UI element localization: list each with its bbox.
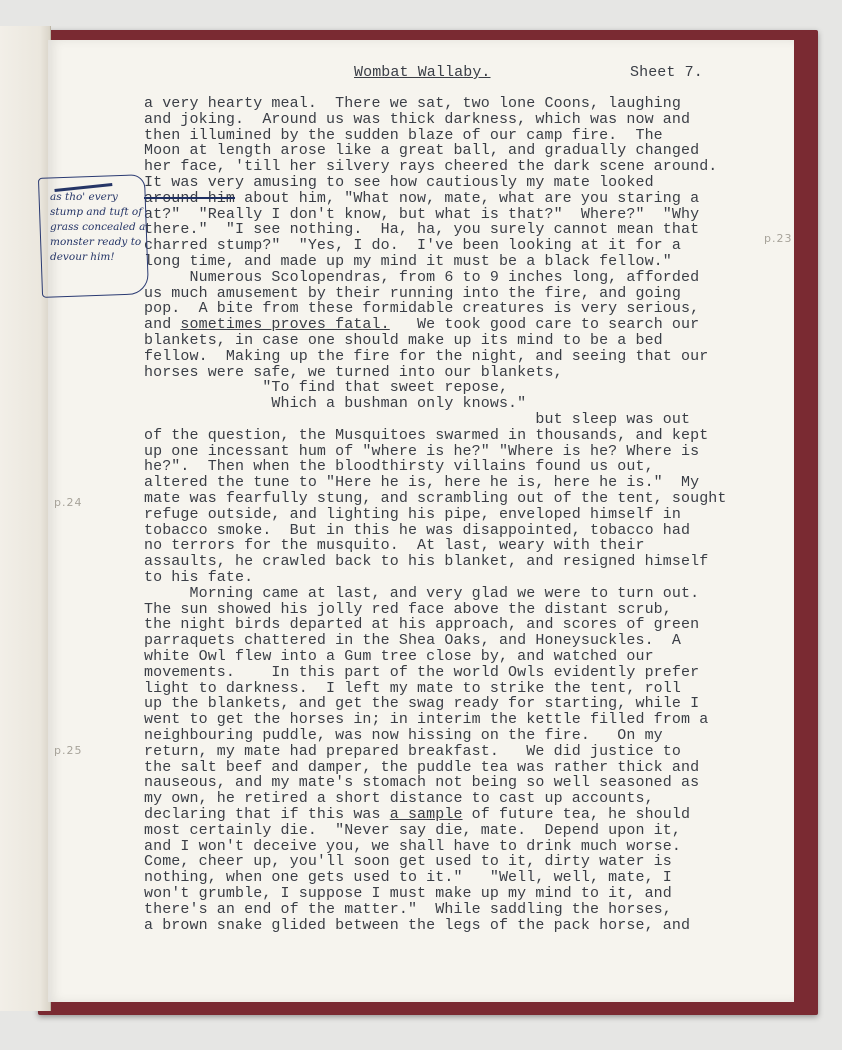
text-line: at?" "Really I don't know, but what is that?" Where?" "Why <box>144 205 700 223</box>
text-line: up the blankets, and get the swag ready for starting, while I <box>144 695 700 713</box>
text-line: "To find that sweet repose, <box>144 379 509 397</box>
text-line: The sun showed his jolly red face above the distant scrub, <box>144 600 672 618</box>
text-line: nothing, when one gets used to it." "Well, well, mate, I <box>144 869 672 887</box>
text-line: Come, cheer up, you'll soon get used to it, dirty water is <box>144 853 672 871</box>
pencil-page-number: p.23 <box>764 232 793 245</box>
text-line: nauseous, and my mate's stomach not being so well seasoned as <box>144 774 700 792</box>
text-line: tobacco smoke. But in this he was disappointed, tobacco had <box>144 521 691 539</box>
page-title: Wombat Wallaby. <box>354 64 491 81</box>
text-line: return, my mate had prepared breakfast. We did justice to <box>144 742 681 760</box>
text-line: the night birds departed at his approach, and scores of green <box>144 616 700 634</box>
text-line: altered the tune to "Here he is, here he is, here he is." My <box>144 474 700 492</box>
text-line: he?". Then when the bloodthirsty villains found us out, <box>144 458 654 476</box>
text-line: long time, and made up my mind it must be a black fellow." <box>144 253 672 270</box>
pencil-page-number: p.24 <box>54 496 83 509</box>
text-line: Numerous Scolopendras, from 6 to 9 inches long, afforded <box>144 268 700 286</box>
text-line: movements. In this part of the world Owls evidently prefer <box>144 663 700 681</box>
text-line: my own, he retired a short distance to cast up accounts, <box>144 790 654 808</box>
text-line: refuge outside, and lighting his pipe, enveloped himself in <box>144 505 681 523</box>
sheet-number: Sheet 7. <box>630 64 703 81</box>
text-line: most certainly die. "Never say die, mate. Depend upon it, <box>144 821 681 839</box>
text-line: no terrors for the musquito. At last, weary with their <box>144 537 645 555</box>
text-line: charred stump?" "Yes, I do. I've been looking at it for a <box>144 237 681 255</box>
text-line: neighbouring puddle, was now hissing on the fire. On my <box>144 727 663 744</box>
facing-page-edge <box>0 26 51 1011</box>
text-line: a very hearty meal. There we sat, two lone Coons, laughing <box>144 95 681 112</box>
text-line: white Owl flew into a Gum tree close by, and watched our <box>144 648 654 665</box>
text-line: of the question, the Musquitoes swarmed in thousands, and kept <box>144 426 709 444</box>
text-line: and sometimes proves fatal. We took good care to search our <box>144 316 700 334</box>
text-line: up one incessant hum of "where is he?" "Where is he? Where is <box>144 442 700 460</box>
underlined-text: a sample <box>389 806 463 823</box>
text-line: blankets, in case one should make up its mind to be a bed <box>144 332 663 349</box>
text-line: and I won't deceive you, we shall have to drink much worse. <box>144 837 681 855</box>
text-line: to his fate. <box>144 569 254 586</box>
text-line: a brown snake glided between the legs of the pack horse, and <box>144 916 691 934</box>
text-line: It was very amusing to see how cautiously my mate looked <box>144 174 654 191</box>
underlined-text: sometimes proves fatal. <box>180 316 390 334</box>
text-line: mate was fearfully stung, and scrambling out of the tent, sought <box>144 490 727 507</box>
text-line: the salt beef and damper, the puddle tea was rather thick and <box>144 758 700 776</box>
text-line: parraquets chattered in the Shea Oaks, and Honeysuckles. A <box>144 632 681 650</box>
text-line: her face, 'till her silvery rays cheered the dark scene around. <box>144 158 718 176</box>
text-line: and joking. Around us was thick darkness, which was now and <box>144 110 691 128</box>
text-line: declaring that if this was a sample of future tea, he should <box>144 806 691 823</box>
text-line: Moon at length arose like a great ball, and gradually changed <box>144 142 700 160</box>
pencil-page-number: p.25 <box>54 744 83 757</box>
text-line: won't grumble, I suppose I must make up my mind to it, and <box>144 885 672 902</box>
text-line: around him about him, "What now, mate, what are you staring a <box>144 189 700 207</box>
text-line: Morning came at last, and very glad we were to turn out. <box>144 584 700 602</box>
text-line: but sleep was out <box>144 411 691 428</box>
text-line: went to get the horses in; in interim the kettle filled from a <box>144 711 709 729</box>
text-line: there's an end of the matter." While saddling the horses, <box>144 900 672 918</box>
text-line: pop. A bite from these formidable creatures is very serious, <box>144 300 700 318</box>
text-line: assaults, he crawled back to his blanket, and resigned himself <box>144 553 709 571</box>
margin-note-text: as tho' every stump and tuft of grass concealed a monster ready to devour him! <box>50 191 146 263</box>
text-line: fellow. Making up the fire for the night, and seeing that our <box>144 347 709 365</box>
struck-text: around him <box>144 189 236 207</box>
text-line: horses were safe, we turned into our blankets, <box>144 363 563 381</box>
text-line: Which a bushman only knows." <box>144 395 527 413</box>
text-line: there." "I see nothing. Ha, ha, you surely cannot mean that <box>144 221 700 239</box>
text-line: light to darkness. I left my mate to strike the tent, roll <box>144 679 681 697</box>
typescript-page <box>48 40 794 1002</box>
text-line: us much amusement by their running into the fire, and going <box>144 284 681 302</box>
text-line: then illumined by the sudden blaze of our camp fire. The <box>144 126 663 144</box>
